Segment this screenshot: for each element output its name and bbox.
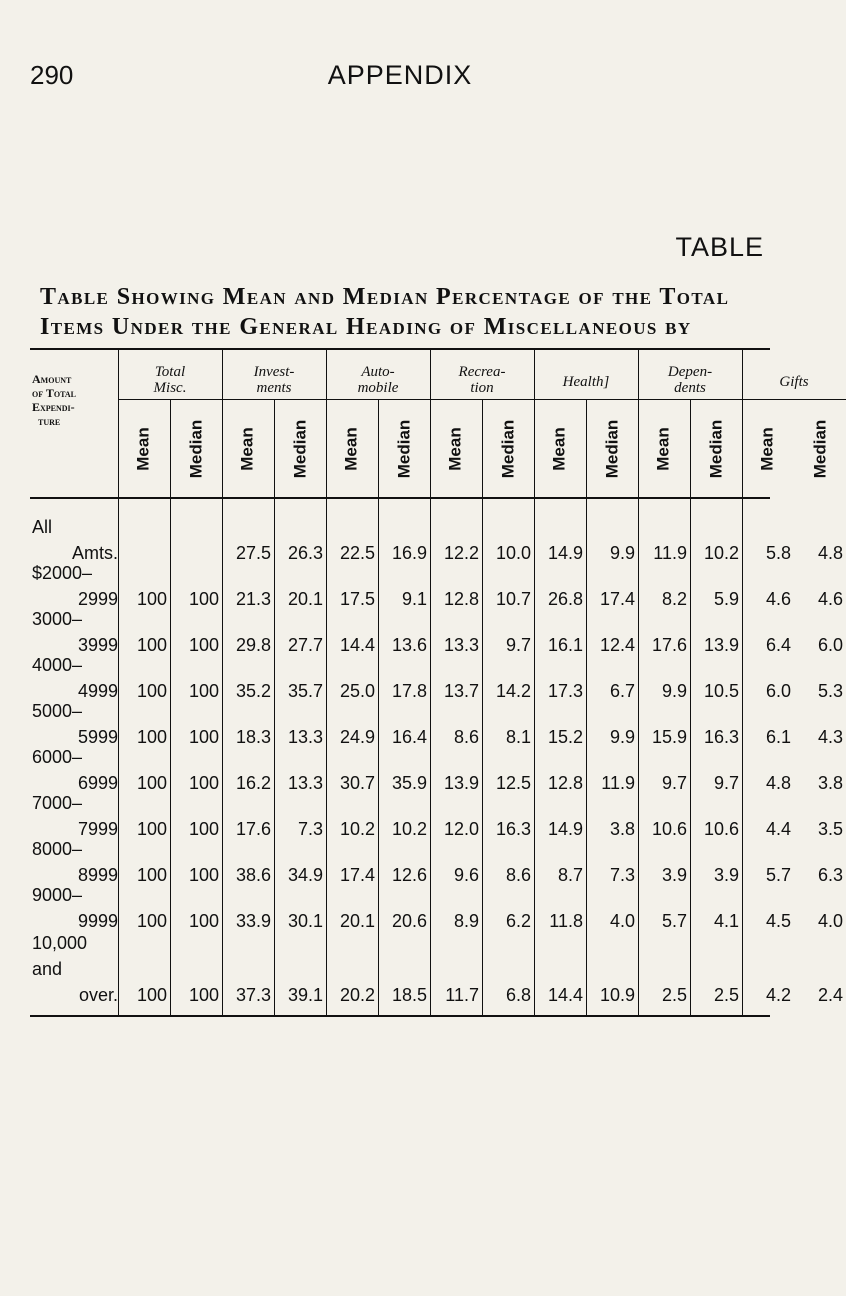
page-number: 290 (30, 60, 74, 90)
column-group-heading-line: dents (674, 380, 706, 396)
column-group-heading-line: ments (256, 380, 292, 396)
row-stub-line: over. (78, 985, 118, 1005)
table-cell: 100 (188, 911, 219, 931)
subheading-text: Mean (342, 427, 361, 471)
table-cell: 100 (136, 773, 167, 793)
subheading-mean (744, 400, 792, 498)
column-divider (430, 350, 431, 1015)
table-cell: 13.9 (703, 635, 739, 655)
column-divider (482, 400, 483, 1015)
table-cell: 4.3 (817, 727, 843, 747)
table-cell: 100 (136, 819, 167, 839)
table-cell: 16.2 (235, 773, 271, 793)
table-cell: 9.6 (453, 865, 479, 885)
group-rule (326, 399, 430, 400)
table-cell: 4.1 (713, 911, 739, 931)
table-cell: 20.2 (339, 985, 375, 1005)
table-cell: 10.2 (391, 819, 427, 839)
table-cell: 3.9 (661, 865, 687, 885)
column-group-heading-line: Recrea- (458, 364, 506, 380)
row-stub-line: All (32, 517, 53, 537)
table-row (30, 792, 843, 844)
column-group-heading-line: Total (154, 364, 186, 380)
subheading-text: Median (394, 419, 413, 479)
column-divider (638, 350, 639, 1015)
table-cell: 8.1 (505, 727, 531, 747)
subheading-text: Median (498, 419, 517, 479)
column-group-heading (742, 374, 846, 390)
data-table (30, 348, 843, 1018)
table-cell: 6.8 (505, 985, 531, 1005)
table-cell: 100 (188, 681, 219, 701)
subheading-mean (432, 400, 480, 498)
table-cell: 6.4 (765, 635, 791, 655)
table-cell: 4.5 (765, 911, 791, 931)
row-stub-line: 7999 (77, 819, 118, 839)
top-rule (30, 348, 770, 350)
table-cell: 100 (136, 865, 167, 885)
table-cell: 100 (188, 819, 219, 839)
table-cell: 20.6 (391, 911, 427, 931)
column-group-heading-line: mobile (357, 380, 399, 396)
table-cell: 4.6 (765, 589, 791, 609)
table-cell: 12.8 (443, 589, 479, 609)
table-cell: 2.4 (817, 985, 843, 1005)
table-cell: 6.7 (609, 681, 635, 701)
table-cell: 38.6 (235, 865, 271, 885)
table-cell: 13.6 (391, 635, 427, 655)
table-cell: 26.8 (547, 589, 583, 609)
column-group-heading (638, 364, 742, 396)
table-cell: 13.7 (443, 681, 479, 701)
row-stub-line: 5999 (77, 727, 118, 747)
table-cell: 13.3 (443, 635, 479, 655)
table-cell: 100 (188, 865, 219, 885)
table-row (30, 700, 843, 752)
row-stub-line: 9999 (77, 911, 118, 931)
table-cell: 24.9 (339, 727, 375, 747)
table-row (30, 608, 843, 660)
table-cell: 10.2 (703, 543, 739, 563)
table-cell: 34.9 (287, 865, 323, 885)
table-cell: 4.2 (765, 985, 791, 1005)
table-cell: 4.0 (817, 911, 843, 931)
table-cell: 39.1 (287, 985, 323, 1005)
column-group-heading-line: Misc. (153, 380, 187, 396)
table-cell: 26.3 (287, 543, 323, 563)
column-divider (378, 400, 379, 1015)
row-stub-line: 8999 (77, 865, 118, 885)
column-divider (690, 400, 691, 1015)
row-stub-line: 4000– (32, 655, 83, 675)
subheading-text: Mean (654, 427, 673, 471)
table-cell: 4.8 (765, 773, 791, 793)
table-cell: 9.9 (609, 543, 635, 563)
table-cell: 8.7 (557, 865, 583, 885)
table-row (30, 884, 843, 936)
subheading-median (380, 400, 428, 498)
table-cell: 7.3 (297, 819, 323, 839)
column-group-heading-line: Health] (562, 374, 610, 390)
table-row (30, 654, 843, 706)
table-cell: 100 (188, 985, 219, 1005)
caption-line: Table Showing Mean and Median Percentage of the Total (40, 284, 730, 310)
table-cell: 8.6 (505, 865, 531, 885)
table-cell: 30.7 (339, 773, 375, 793)
table-cell: 5.7 (661, 911, 687, 931)
table-cell: 2.5 (713, 985, 739, 1005)
column-divider (534, 350, 535, 1015)
stub-heading-line: of Total (32, 386, 76, 400)
group-rule (430, 399, 534, 400)
table-cell: 18.5 (391, 985, 427, 1005)
table-cell: 35.9 (391, 773, 427, 793)
table-cell: 35.7 (287, 681, 323, 701)
table-cell: 100 (188, 635, 219, 655)
table-cell: 16.1 (547, 635, 583, 655)
running-head: APPENDIX (327, 60, 473, 90)
table-cell: 6.2 (505, 911, 531, 931)
subheading-median (588, 400, 636, 498)
table-cell: 17.3 (547, 681, 583, 701)
table-cell: 100 (188, 727, 219, 747)
row-stub-line: 5000– (32, 701, 83, 721)
table-cell: 12.5 (495, 773, 531, 793)
table-cell: 17.5 (339, 589, 375, 609)
table-cell: 12.8 (547, 773, 583, 793)
subheading-mean (224, 400, 272, 498)
table-cell: 10.5 (703, 681, 739, 701)
table-cell: 21.3 (235, 589, 271, 609)
table-row (30, 562, 843, 614)
table-cell: 4.0 (609, 911, 635, 931)
table-cell: 16.3 (703, 727, 739, 747)
table-cell: 100 (136, 985, 167, 1005)
group-rule (118, 399, 222, 400)
table-row (30, 838, 843, 890)
table-row (30, 516, 843, 568)
table-cell: 3.8 (609, 819, 635, 839)
group-rule (222, 399, 326, 400)
table-cell: 29.8 (235, 635, 271, 655)
table-cell: 6.1 (765, 727, 791, 747)
table-cell: 14.4 (547, 985, 583, 1005)
subheading-median (172, 400, 220, 498)
table-cell: 17.6 (651, 635, 687, 655)
table-cell: 12.4 (599, 635, 635, 655)
table-cell: 15.9 (651, 727, 687, 747)
table-cell: 17.8 (391, 681, 427, 701)
table-cell: 5.8 (765, 543, 791, 563)
column-group-heading-line: Invest- (253, 364, 295, 380)
group-rule (638, 399, 742, 400)
table-cell: 27.7 (287, 635, 323, 655)
group-rule (534, 399, 638, 400)
table-cell: 20.1 (339, 911, 375, 931)
subheading-median (796, 400, 844, 498)
table-cell: 9.1 (401, 589, 427, 609)
group-rule (742, 399, 846, 400)
column-divider (274, 400, 275, 1015)
table-cell: 11.7 (445, 985, 479, 1005)
subheading-median (692, 400, 740, 498)
bottom-rule (30, 1015, 770, 1017)
row-stub-line: 9000– (32, 885, 83, 905)
row-stub-line: 6000– (32, 747, 83, 767)
column-group-heading (326, 364, 430, 396)
table-cell: 12.2 (443, 543, 479, 563)
table-cell: 35.2 (235, 681, 271, 701)
table-cell: 9.7 (661, 773, 687, 793)
table-cell: 8.9 (453, 911, 479, 931)
table-cell: 2.5 (661, 985, 687, 1005)
table-cell: 14.9 (547, 543, 583, 563)
row-stub-line: 4999 (77, 681, 118, 701)
table-cell: 3.5 (817, 819, 843, 839)
table-cell: 33.9 (235, 911, 271, 931)
subheading-mean (536, 400, 584, 498)
table-cell: 27.5 (235, 543, 271, 563)
table-cell: 11.9 (653, 543, 687, 563)
column-group-heading (118, 364, 222, 396)
column-divider (326, 350, 327, 1015)
column-group-heading (430, 364, 534, 396)
table-cell: 14.2 (495, 681, 531, 701)
row-stub-line: 7000– (32, 793, 83, 813)
row-stub-line: 8000– (32, 839, 83, 859)
table-cell: 4.8 (817, 543, 843, 563)
table-cell: 13.3 (287, 727, 323, 747)
row-stub-line: $2000– (32, 563, 93, 583)
table-cell: 37.3 (235, 985, 271, 1005)
table-cell: 14.9 (547, 819, 583, 839)
subheading-mean (120, 400, 168, 498)
table-row (30, 933, 843, 1010)
subheading-text: Mean (550, 427, 569, 471)
table-cell: 4.4 (765, 819, 791, 839)
table-cell: 12.0 (443, 819, 479, 839)
column-divider (742, 350, 743, 1015)
subheading-text: Mean (238, 427, 257, 471)
subheading-median (484, 400, 532, 498)
table-cell: 100 (136, 589, 167, 609)
table-cell: 100 (136, 911, 167, 931)
table-cell: 22.5 (339, 543, 375, 563)
table-cell: 17.4 (339, 865, 375, 885)
table-cell: 100 (188, 589, 219, 609)
column-divider (586, 400, 587, 1015)
column-divider (118, 350, 119, 1015)
table-cell: 6.3 (817, 865, 843, 885)
row-stub-line: 2999 (77, 589, 118, 609)
row-stub-line: 3000– (32, 609, 83, 629)
row-stub-line: 6999 (77, 773, 118, 793)
table-cell: 10.6 (651, 819, 687, 839)
column-group-heading-line: Gifts (779, 374, 809, 390)
table-cell: 4.6 (817, 589, 843, 609)
table-cell: 17.6 (235, 819, 271, 839)
column-divider (170, 400, 171, 1015)
table-cell: 25.0 (339, 681, 375, 701)
table-cell: 9.7 (713, 773, 739, 793)
table-cell: 10.7 (495, 589, 531, 609)
stub-heading-line: Expendi- (32, 400, 75, 414)
table-cell: 18.3 (235, 727, 271, 747)
subheading-mean (328, 400, 376, 498)
table-cell: 16.3 (495, 819, 531, 839)
table-cell: 6.0 (765, 681, 791, 701)
table-cell: 10.2 (339, 819, 375, 839)
table-cell: 11.9 (601, 773, 635, 793)
table-cell: 100 (188, 773, 219, 793)
column-group-heading-line: Depen- (667, 364, 713, 380)
table-cell (118, 542, 170, 564)
column-group-heading-line: tion (470, 380, 494, 396)
subheading-text: Mean (134, 427, 153, 471)
table-cell: 17.4 (599, 589, 635, 609)
table-cell: 5.3 (817, 681, 843, 701)
table-cell: 7.3 (609, 865, 635, 885)
subheading-text: Median (186, 419, 205, 479)
table-cell: 3.9 (713, 865, 739, 885)
stub-heading (32, 372, 112, 428)
subheading-median (276, 400, 324, 498)
row-stub-line: Amts. (71, 543, 118, 563)
table-caption (40, 282, 770, 342)
subheading-text: Median (602, 419, 621, 479)
subheading-text: Median (810, 419, 829, 479)
table-cell: 10.6 (703, 819, 739, 839)
stub-heading-line: ture (38, 414, 61, 428)
table-cell: 10.9 (599, 985, 635, 1005)
column-group-heading (534, 374, 638, 390)
stub-heading-line: Amount (32, 372, 72, 386)
subheading-text: Median (290, 419, 309, 479)
table-cell: 15.2 (547, 727, 583, 747)
table-cell: 6.0 (817, 635, 843, 655)
subheading-text: Mean (758, 427, 777, 471)
table-row (30, 746, 843, 798)
table-cell: 16.9 (391, 543, 427, 563)
table-cell: 8.6 (453, 727, 479, 747)
table-cell: 9.7 (505, 635, 531, 655)
column-divider (222, 350, 223, 1015)
table-cell: 3.8 (817, 773, 843, 793)
subheading-text: Median (706, 419, 725, 479)
caption-line: Items Under the General Heading of Miscellaneous by (40, 314, 692, 340)
subheading-mean (640, 400, 688, 498)
table-cell: 12.6 (391, 865, 427, 885)
row-stub-line: and (32, 959, 63, 979)
table-label: TABLE (675, 232, 764, 262)
column-group-heading-line: Auto- (361, 364, 395, 380)
table-cell: 16.4 (391, 727, 427, 747)
table-cell: 5.9 (713, 589, 739, 609)
table-cell: 9.9 (609, 727, 635, 747)
table-cell: 30.1 (287, 911, 323, 931)
row-stub-line: 3999 (77, 635, 118, 655)
table-cell: 13.3 (287, 773, 323, 793)
table-cell: 9.9 (661, 681, 687, 701)
table-cell: 20.1 (287, 589, 323, 609)
table-cell: 5.7 (765, 865, 791, 885)
row-stub-line: 10,000 (32, 933, 88, 953)
table-cell: 11.8 (549, 911, 583, 931)
table-cell: 10.0 (495, 543, 531, 563)
table-cell (170, 542, 222, 564)
table-cell: 14.4 (339, 635, 375, 655)
table-cell: 100 (136, 681, 167, 701)
table-cell: 13.9 (443, 773, 479, 793)
subheading-text: Mean (446, 427, 465, 471)
table-cell: 100 (136, 727, 167, 747)
column-group-heading (222, 364, 326, 396)
table-cell: 100 (136, 635, 167, 655)
table-cell: 8.2 (661, 589, 687, 609)
